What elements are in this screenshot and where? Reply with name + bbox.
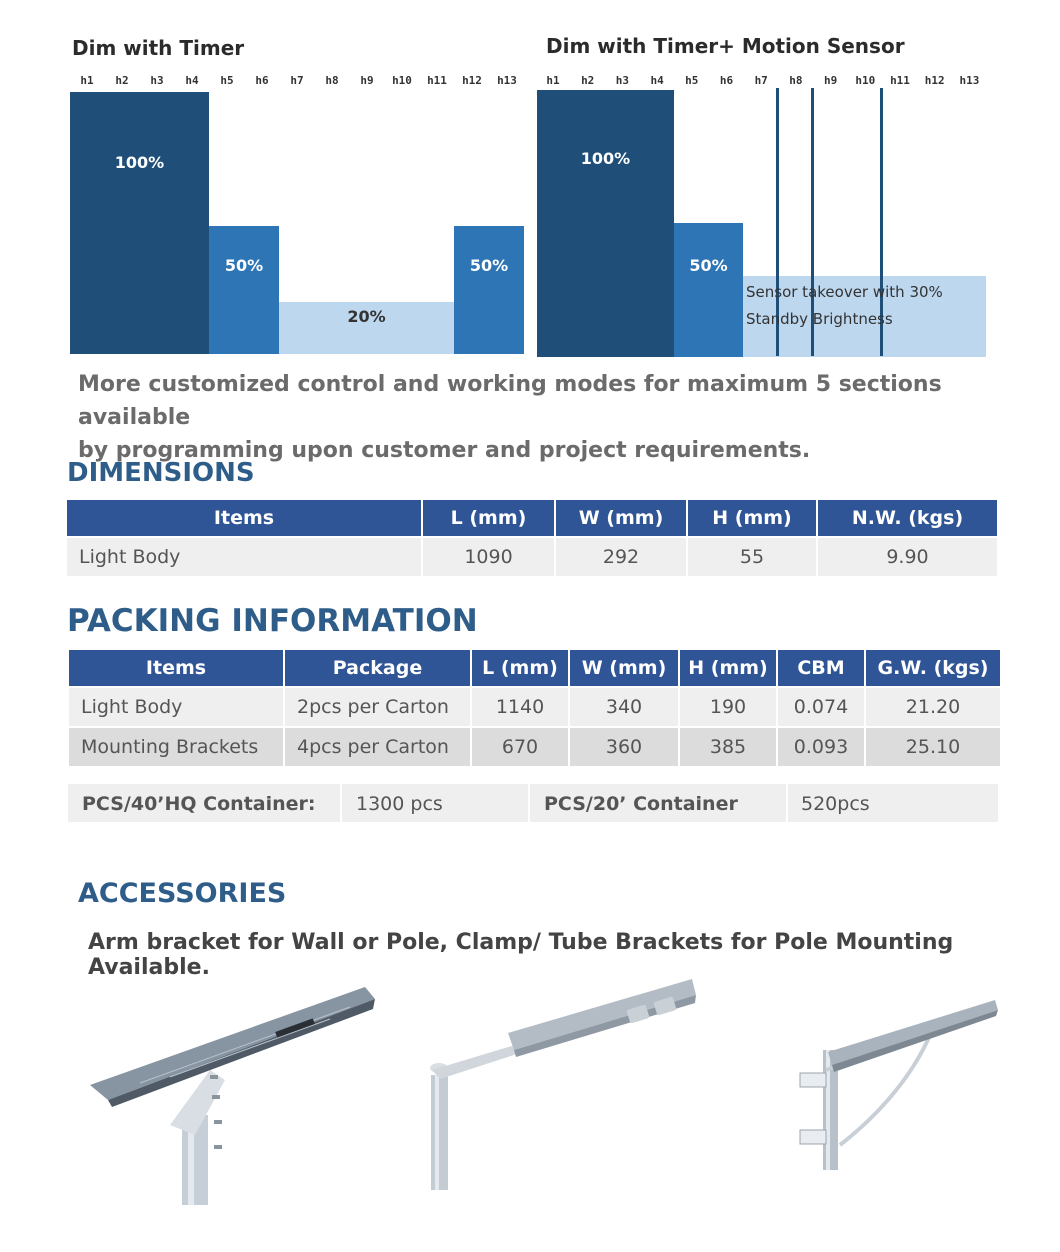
dimensions-title: DIMENSIONS [67,458,255,488]
table-header: N.W. (kgs) [818,500,997,536]
left-chart-title: Dim with Timer [72,36,245,60]
table-cell: 340 [570,688,678,726]
right-bar-100 [537,90,674,357]
table-row [69,728,1000,766]
table-cell: 4pcs per Carton [285,728,470,766]
table-cell: Light Body [67,538,421,576]
table-cell: 385 [680,728,776,766]
left-hour-label: h2 [115,74,129,87]
table-cell: 0.074 [778,688,864,726]
table-header: Package [285,650,470,686]
left-hour-label: h4 [185,74,199,87]
divider [528,784,530,822]
left-hour-label: h13 [497,74,517,87]
left-label-20: 20% [347,307,386,326]
right-hour-label: h1 [546,74,560,87]
right-hour-label: h6 [719,74,734,87]
right-hour-label: h10 [855,74,876,87]
left-label-50b: 50% [469,256,509,275]
left-hour-label: h11 [427,74,447,87]
left-hour-label: h10 [392,74,412,87]
table-row [69,688,1000,726]
left-bar-100 [70,92,209,354]
left-hour-label: h12 [462,74,482,87]
table-cell: 25.10 [866,728,1000,766]
right-hour-label: h2 [581,74,595,87]
container-40-label: PCS/40’HQ Container: [82,793,316,815]
table-cell: 2pcs per Carton [285,688,470,726]
table-header: H (mm) [688,500,816,536]
table-header: Items [67,500,421,536]
right-hour-label: h11 [890,74,910,87]
left-hour-label: h8 [325,74,339,87]
table-row [67,538,997,576]
table-header-row [67,500,997,536]
table-header-row [69,650,1000,686]
right-hour-label: h9 [823,74,838,87]
accessories-title: ACCESSORIES [78,878,287,909]
left-hour-label: h9 [360,74,374,87]
pole-arm-bracket-light-image [420,975,710,1195]
sensor-annotation-line2: Standby Brightness [746,310,893,328]
table-header: H (mm) [680,650,776,686]
right-hour-label: h13 [959,74,980,87]
table-cell: 360 [570,728,678,766]
table-header: L (mm) [423,500,554,536]
left-hour-label: h3 [150,74,164,87]
table-cell: 190 [680,688,776,726]
container-capacity-row [68,784,998,822]
packing-table [67,648,1002,768]
left-hour-label: h5 [220,74,234,87]
left-hour-label: h6 [255,74,269,87]
container-20-value: 520pcs [801,793,870,815]
table-header: Items [69,650,283,686]
right-hour-label: h5 [685,74,699,87]
right-hour-label: h8 [789,74,803,87]
right-hour-label: h7 [754,74,768,87]
table-cell: 1140 [472,688,568,726]
table-cell: Light Body [69,688,283,726]
table-cell: 292 [556,538,686,576]
wall-arm-bracket-light-image [80,975,390,1210]
table-cell: 55 [688,538,816,576]
left-bar-50a [209,226,279,354]
container-40-value: 1300 pcs [356,793,443,815]
table-header: G.W. (kgs) [866,650,1000,686]
accessories-text: Arm bracket for Wall or Pole, Clamp/ Tube Brackets for Pole Mounting Available. [88,930,954,980]
table-cell: 670 [472,728,568,766]
left-bar-50b [454,226,524,354]
left-label-50a: 50% [224,256,264,275]
clamp-tube-bracket-light-image [790,990,1005,1175]
packing-title: PACKING INFORMATION [67,603,478,639]
table-cell: Mounting Brackets [69,728,283,766]
container-20-label: PCS/20’ Container [544,793,738,815]
description-line2: by programming upon customer and project requirements. [78,438,811,463]
description-text [78,368,1008,467]
table-header: W (mm) [556,500,686,536]
table-header: W (mm) [570,650,678,686]
dimensions-table [65,498,999,578]
divider [786,784,788,822]
table-cell: 21.20 [866,688,1000,726]
table-header: CBM [778,650,864,686]
table-cell: 0.093 [778,728,864,766]
right-label-100: 100% [580,149,631,168]
description-line1: More customized control and working modes for maximum 5 sections available [78,372,942,430]
left-hour-label: h7 [290,74,304,87]
table-header: L (mm) [472,650,568,686]
left-label-100: 100% [114,153,165,172]
right-hour-label: h12 [924,74,945,87]
right-hour-label: h4 [650,74,664,87]
right-bar-50 [674,223,743,357]
table-cell: 1090 [423,538,554,576]
right-label-50: 50% [689,256,728,275]
right-chart-title: Dim with Timer+ Motion Sensor [546,34,905,58]
right-hour-label: h3 [615,74,630,87]
left-hour-label: h1 [80,74,94,87]
sensor-annotation-line1: Sensor takeover with 30% [746,283,943,301]
divider [340,784,342,822]
table-cell: 9.90 [818,538,997,576]
